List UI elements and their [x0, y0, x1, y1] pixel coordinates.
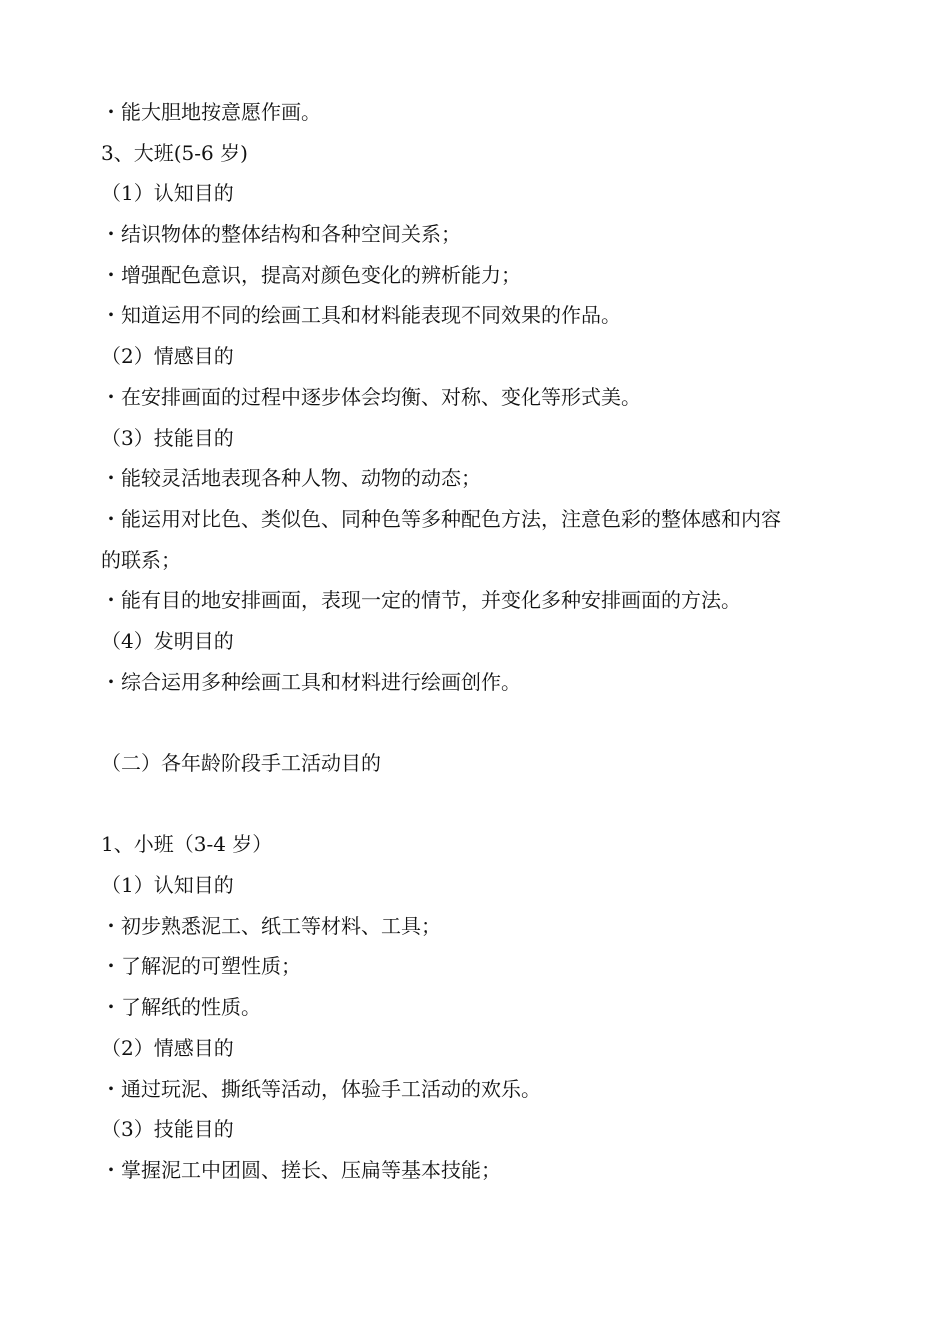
bullet-item: ・在安排画面的过程中逐步体会均衡、对称、变化等形式美。	[101, 384, 641, 409]
bullet-item-continuation: 的联系；	[101, 547, 181, 572]
bullet-item: ・结识物体的整体结构和各种空间关系；	[101, 222, 461, 247]
subheading-emotional: （2）情感目的	[101, 1035, 234, 1060]
bullet-item: ・增强配色意识，提高对颜色变化的辨析能力；	[101, 262, 521, 287]
bullet-item: ・了解纸的性质。	[101, 995, 261, 1020]
blank-line	[101, 784, 881, 825]
bullet-item: ・了解泥的可塑性质；	[101, 954, 301, 979]
subheading-invention: （4）发明目的	[101, 628, 234, 653]
subheading-cognitive: （1）认知目的	[101, 873, 234, 898]
subheading-skills: （3）技能目的	[101, 1117, 234, 1142]
subheading-cognitive: （1）认知目的	[101, 181, 234, 206]
bullet-item: ・掌握泥工中团圆、搓长、压扁等基本技能；	[101, 1157, 501, 1182]
bullet-item: ・能运用对比色、类似色、同种色等多种配色方法，注意色彩的整体感和内容	[101, 506, 781, 531]
document-body	[101, 92, 881, 1191]
subheading-emotional: （2）情感目的	[101, 344, 234, 369]
section-heading-senior-class: 3、大班(5-6 岁)	[101, 140, 248, 165]
bullet-item: ・综合运用多种绘画工具和材料进行绘画创作。	[101, 669, 521, 694]
bullet-item: ・知道运用不同的绘画工具和材料能表现不同效果的作品。	[101, 303, 621, 328]
section-heading-junior-class: 1、小班（3-4 岁）	[101, 832, 273, 857]
bullet-item: ・初步熟悉泥工、纸工等材料、工具；	[101, 913, 441, 938]
bullet-item: ・能较灵活地表现各种人物、动物的动态；	[101, 466, 481, 491]
bullet-item: ・通过玩泥、撕纸等活动，体验手工活动的欢乐。	[101, 1076, 541, 1101]
subheading-skills: （3）技能目的	[101, 425, 234, 450]
blank-line	[101, 702, 881, 743]
bullet-item: ・能有目的地安排画面，表现一定的情节，并变化多种安排画面的方法。	[101, 588, 741, 613]
section-heading-handcraft: （二）各年龄阶段手工活动目的	[101, 751, 381, 775]
bullet-item: ・能大胆地按意愿作画。	[101, 100, 321, 124]
